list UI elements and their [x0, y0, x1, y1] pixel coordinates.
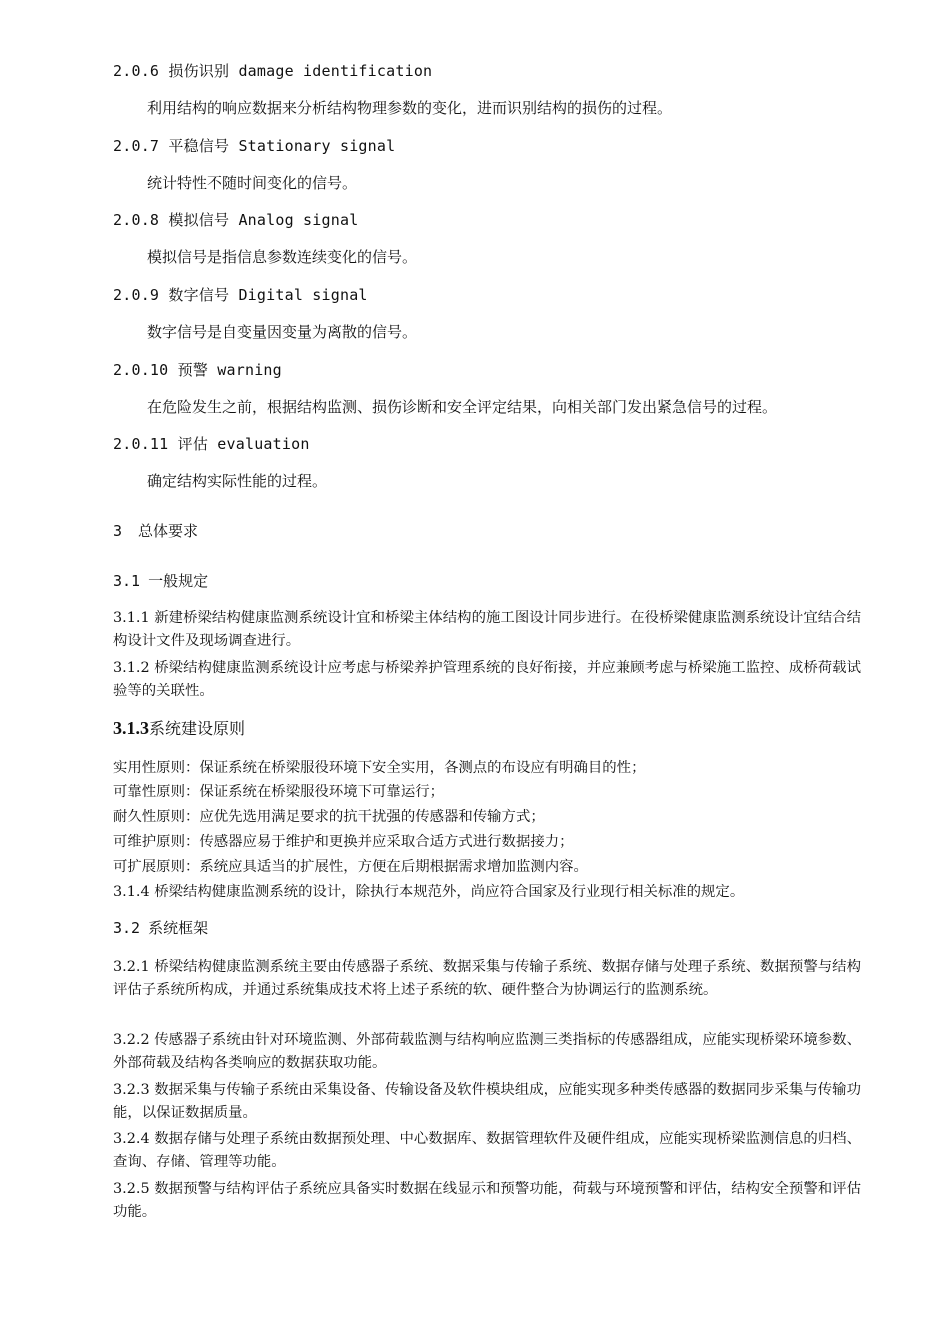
term-english: Stationary signal	[238, 137, 396, 155]
section-heading	[113, 918, 208, 938]
term-chinese: 数字信号	[168, 286, 230, 304]
subsection-number: 3.1.3	[113, 718, 149, 738]
section-heading	[113, 571, 208, 591]
clause-3-2-3: 3.2.3 数据采集与传输子系统由采集设备、传输设备及软件模块组成，应能实现多种类传感器的数据同步采集与传输功能，以保证数据质量。	[113, 1082, 861, 1121]
term-number: 2.0.11	[113, 435, 169, 453]
section-number: 3.1	[113, 572, 141, 590]
clause-3-2-5: 3.2.5 数据预警与结构评估子系统应具备实时数据在线显示和预警功能，荷载与环境预警和评估，结构安全预警和评估功能。	[113, 1181, 861, 1220]
term-definition: 统计特性不随时间变化的信号。	[147, 174, 358, 192]
term-english: damage identification	[238, 62, 433, 80]
clause-3-2-4: 3.2.4 数据存储与处理子系统由数据预处理、中心数据库、数据管理软件及硬件组成，应能实现桥梁监测信息的归档、查询、存储、管理等功能。	[113, 1131, 861, 1170]
term-heading	[113, 360, 282, 380]
section-title: 系统框架	[148, 919, 209, 937]
term-number: 2.0.6	[113, 62, 160, 80]
chapter-heading	[113, 521, 198, 541]
term-heading	[113, 434, 310, 454]
clause-3-1-1: 3.1.1 新建桥梁结构健康监测系统设计宜和桥梁主体结构的施工图设计同步进行。在役桥梁健康监测系统设计宜结合结构设计文件及现场调查进行。	[113, 610, 861, 649]
subsection-heading	[113, 717, 245, 740]
term-definition: 数字信号是自变量因变量为离散的信号。	[147, 323, 418, 341]
term-definition: 在危险发生之前，根据结构监测、损伤诊断和安全评定结果，向相关部门发出紧急信号的过程。	[147, 398, 778, 416]
clause-3-2-2: 3.2.2 传感器子系统由针对环境监测、外部荷载监测与结构响应监测三类指标的传感器组成，应能实现桥梁环境参数、外部荷载及结构各类响应的数据获取功能。	[113, 1032, 861, 1071]
section-number: 3.2	[113, 919, 141, 937]
term-english: evaluation	[217, 435, 310, 453]
clause-3-1-2: 3.1.2 桥梁结构健康监测系统设计应考虑与桥梁养护管理系统的良好衔接，并应兼顾考虑与桥梁施工监控、成桥荷载试验等的关联性。	[113, 660, 861, 699]
term-chinese: 评估	[177, 435, 209, 453]
principle-item: 可维护原则：传感器应易于维护和更换并应采取合适方式进行数据接力；	[113, 834, 574, 850]
term-english: Analog signal	[238, 211, 359, 229]
clause-3-1-4: 3.1.4 桥梁结构健康监测系统的设计，除执行本规范外，尚应符合国家及行业现行相关标准的规定。	[113, 884, 745, 900]
term-definition: 利用结构的响应数据来分析结构物理参数的变化，进而识别结构的损伤的过程。	[147, 99, 673, 117]
term-chinese: 预警	[177, 361, 209, 379]
term-heading	[113, 285, 368, 305]
principle-item: 实用性原则：保证系统在桥梁服役环境下安全实用，各测点的布设应有明确目的性；	[113, 760, 646, 776]
section-title: 一般规定	[148, 572, 209, 590]
term-chinese: 平稳信号	[168, 137, 230, 155]
subsection-title: 系统建设原则	[149, 719, 246, 738]
principle-item: 可扩展原则：系统应具适当的扩展性，方便在后期根据需求增加监测内容。	[113, 859, 588, 875]
term-definition: 模拟信号是指信息参数连续变化的信号。	[147, 248, 418, 266]
term-number: 2.0.7	[113, 137, 160, 155]
term-number: 2.0.8	[113, 211, 160, 229]
chapter-title: 总体要求	[138, 522, 199, 540]
chapter-number: 3	[113, 522, 123, 540]
principle-item: 耐久性原则：应优先选用满足要求的抗干扰强的传感器和传输方式；	[113, 809, 545, 825]
term-english: warning	[217, 361, 282, 379]
term-heading	[113, 136, 395, 156]
term-chinese: 模拟信号	[168, 211, 230, 229]
term-heading	[113, 61, 432, 81]
principle-item: 可靠性原则：保证系统在桥梁服役环境下可靠运行；	[113, 784, 444, 800]
clause-3-2-1: 3.2.1 桥梁结构健康监测系统主要由传感器子系统、数据采集与传输子系统、数据存储与处理子系统、数据预警与结构评估子系统所构成，并通过系统集成技术将上述子系统的软、硬件整合为协调运行的监测系统。	[113, 959, 861, 998]
term-definition: 确定结构实际性能的过程。	[147, 472, 328, 490]
term-chinese: 损伤识别	[168, 62, 230, 80]
term-heading	[113, 210, 358, 230]
term-number: 2.0.9	[113, 286, 160, 304]
term-number: 2.0.10	[113, 361, 169, 379]
term-english: Digital signal	[238, 286, 368, 304]
